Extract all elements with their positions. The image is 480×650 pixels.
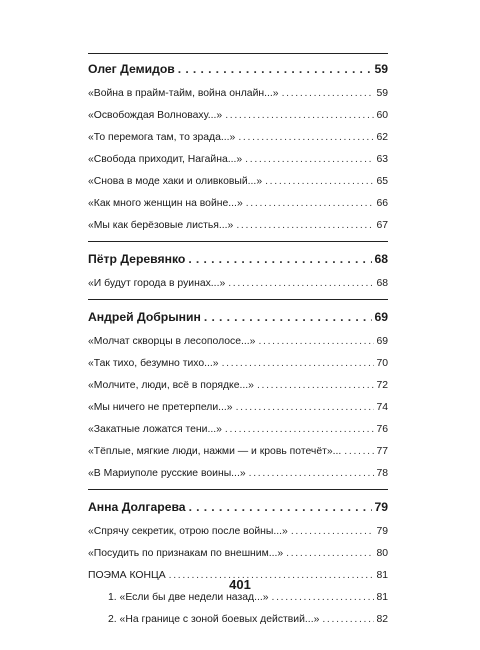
entry-title: «То перемога там, то зрада...» [88,132,236,143]
toc-entry[interactable] [88,467,388,481]
dot-leader [344,445,374,459]
toc-entry[interactable] [88,153,388,167]
entry-title: «Снова в моде хаки и оливковый...» [88,176,263,187]
toc-section [88,61,388,233]
page-ref: 78 [376,468,388,479]
page-ref: 68 [374,252,388,266]
page-ref: 69 [376,336,388,347]
author-name: Пётр Деревянко [88,252,186,266]
toc-entry[interactable] [88,197,388,211]
toc-entry[interactable] [88,357,388,371]
dot-leader [282,87,375,101]
dot-leader [257,379,375,393]
page-ref: 70 [376,358,388,369]
page-ref: 66 [376,198,388,209]
page-ref: 82 [376,614,388,625]
author-name: Олег Демидов [88,62,175,76]
toc-entry[interactable] [88,423,388,437]
page-ref: 69 [374,310,388,324]
toc-subentry[interactable] [88,613,388,627]
entry-title: «Освобождая Волноваху...» [88,110,223,121]
toc-entry[interactable] [88,525,388,539]
toc-author-entry[interactable] [88,499,388,516]
dot-leader [228,277,374,291]
page-ref: 59 [374,62,388,76]
dot-leader [245,153,374,167]
dot-leader [225,423,375,437]
page-ref: 80 [376,548,388,559]
toc-author-entry[interactable] [88,61,388,78]
entry-title: «Мы ничего не претерпели...» [88,402,233,413]
page-ref: 79 [376,526,388,537]
page-ref: 60 [376,110,388,121]
toc-entry[interactable] [88,445,388,459]
toc-section [88,499,388,627]
page-ref: 81 [376,592,388,603]
section-divider [88,241,388,242]
page-ref: 81 [376,570,388,581]
toc-entry[interactable] [88,277,388,291]
toc-entry[interactable] [88,335,388,349]
toc-entry[interactable] [88,547,388,561]
entry-title: 1. «Если бы две недели назад...» [108,592,269,603]
toc-entry[interactable] [88,401,388,415]
page-number: 401 [229,577,251,592]
toc-author-entry[interactable] [88,309,388,326]
dot-leader [236,219,374,233]
page-ref: 67 [376,220,388,231]
entry-title: «Молчите, люди, всё в порядке...» [88,380,254,391]
toc-section [88,251,388,291]
entry-title: «Посудить по признакам по внешним...» [88,548,284,559]
dot-leader [189,499,373,516]
dot-leader [286,547,374,561]
dot-leader [178,61,373,78]
entry-title: «Закатные ложатся тени...» [88,424,222,435]
page-ref: 76 [376,424,388,435]
page-ref: 74 [376,402,388,413]
entry-title: «И будут города в руинах...» [88,278,226,289]
entry-title: «Молчат скворцы в лесополосе...» [88,336,256,347]
table-of-contents [88,57,388,635]
dot-leader [225,109,374,123]
toc-entry[interactable] [88,131,388,145]
entry-title: «Свобода приходит, Нагайна...» [88,154,243,165]
entry-title: «Спрячу секретик, отрою после войны...» [88,526,288,537]
dot-leader [238,131,374,145]
dot-leader [258,335,374,349]
dot-leader [272,591,375,605]
page-ref: 68 [376,278,388,289]
entry-title: «Как много женщин на войне...» [88,198,243,209]
toc-entry[interactable] [88,175,388,189]
dot-leader [222,357,375,371]
toc-entry[interactable] [88,87,388,101]
toc-author-entry[interactable] [88,251,388,268]
entry-title: 2. «На границе с зоной боевых действий...» [108,614,320,625]
toc-entry[interactable] [88,219,388,233]
page-ref: 79 [374,500,388,514]
entry-title: ПОЭМА КОНЦА [88,570,166,581]
page-ref: 77 [376,446,388,457]
toc-subentry[interactable] [88,591,388,605]
entry-title: «Мы как берёзовые листья...» [88,220,234,231]
page-ref: 65 [376,176,388,187]
page-ref: 72 [376,380,388,391]
section-divider [88,489,388,490]
entry-title: «В Мариуполе русские воины...» [88,468,246,479]
page-ref: 59 [376,88,388,99]
author-name: Анна Долгарева [88,500,186,514]
dot-leader [246,197,375,211]
section-divider [88,299,388,300]
dot-leader [249,467,375,481]
dot-leader [265,175,374,189]
dot-leader [204,309,373,326]
dot-leader [188,251,372,268]
toc-section [88,309,388,481]
dot-leader [236,401,375,415]
page-ref: 63 [376,154,388,165]
entry-title: «Тёплые, мягкие люди, нажми — и кровь потечёт»... [88,446,342,457]
dot-leader [322,613,374,627]
entry-title: «Так тихо, безумно тихо...» [88,358,219,369]
entry-title: «Война в прайм-тайм, война онлайн...» [88,88,279,99]
page-ref: 62 [376,132,388,143]
toc-entry[interactable] [88,379,388,393]
toc-entry[interactable] [88,109,388,123]
dot-leader [291,525,375,539]
top-rule [88,53,388,54]
author-name: Андрей Добрынин [88,310,201,324]
